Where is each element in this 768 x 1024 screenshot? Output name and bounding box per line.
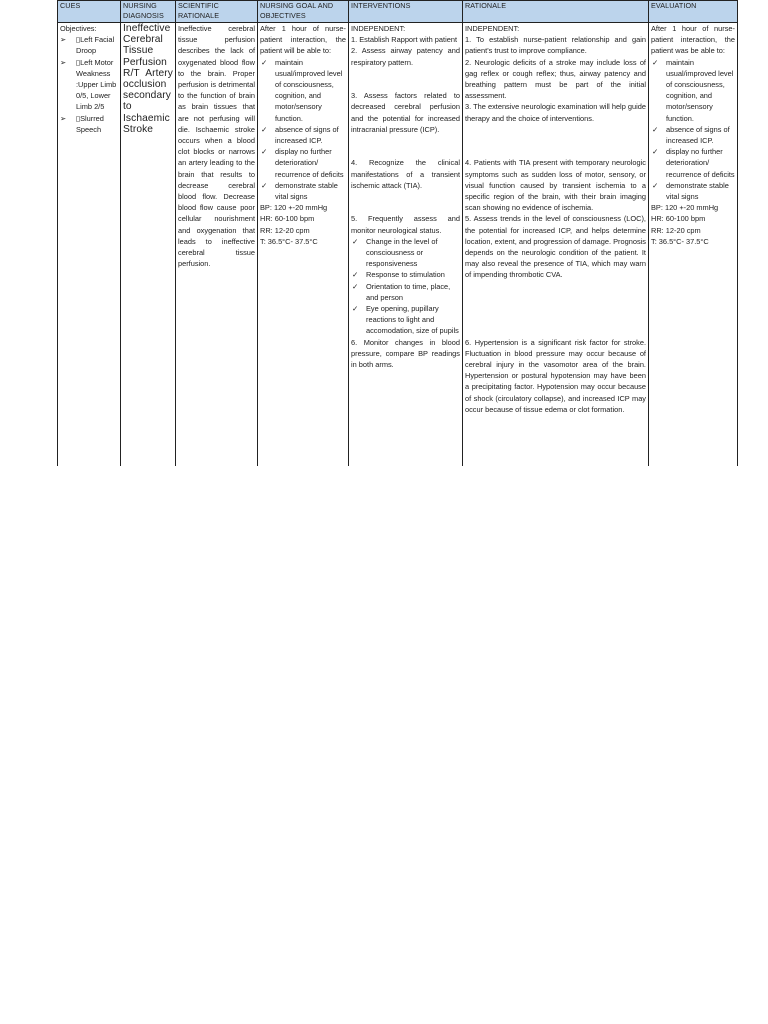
list-item: ✓ absence of signs of increased ICP.: [651, 124, 735, 146]
header-evaluation: EVALUATION: [649, 1, 738, 23]
evaluation-vital-hr: HR: 60-100 bpm: [651, 214, 706, 224]
list-item: ✓ demonstrate stable vital signs: [651, 180, 735, 202]
rationale-heading: INDEPENDENT:: [465, 24, 520, 33]
goal-cell: [258, 23, 349, 467]
interventions-cell: [349, 23, 463, 467]
evaluation-vital-bp: BP: 120 +-20 mmHg: [651, 203, 719, 213]
rationale-cell: [463, 23, 649, 467]
list-item: ✓ Orientation to time, place, and person: [351, 281, 460, 303]
list-item: ✓ Change in the level of consciousness or responsiveness: [351, 236, 460, 270]
list-item: ✓ Eye opening, pupillary reactions to light and accomodation, size of pupils: [351, 303, 460, 337]
rationale-5: 5. Assess trends in the level of consciousness (LOC), the potential for increased ICP, and helps determine location, extent, and progression of damage. Prognosis depends on the neurologic condition of the patient. It may also reveal the presence of TIA, which may warn of impending thrombotic CVA.: [465, 214, 646, 280]
goal-vital-temp: T: 36.5°C- 37.5°C: [260, 236, 318, 246]
nursing-diagnosis-cell: [121, 23, 176, 467]
table-row: [58, 23, 738, 467]
list-item: ✓ maintain usual/improved level of consciousness, cognition, and motor/sensory function.: [651, 57, 735, 124]
interventions-heading: INDEPENDENT:: [351, 24, 406, 33]
list-item: ✓ display no further deterioration/ recurrence of deficits: [651, 146, 735, 180]
cues-list: [60, 34, 118, 135]
goal-list: [260, 57, 346, 203]
list-item: ➢ ▯Slurred Speech: [60, 113, 118, 135]
header-goal-objectives: NURSING GOAL AND OBJECTIVES: [258, 1, 349, 23]
intervention-2: 2. Assess airway patency and respiratory pattern.: [351, 46, 460, 67]
nursing-diagnosis-text: Ineffective Cerebral Tissue Perfusion R/T Artery occlusion secondary to Ischaemic Stroke: [123, 23, 173, 135]
header-nursing-diagnosis: NURSING DIAGNOSIS: [121, 1, 176, 23]
scientific-rationale-text: Ineffective cerebral tissue perfusion describes the lack of oxygenated blood flow to the brain. Proper perfusion is detrimental to the function of brain as brain tissues that are not perfusing will die. Ischaemic stroke occurs when a blood clot blocks or narrows an artery leading to the brain that results to decrease cerebral blood flow. Decrease blood flow cause poor cellular nourishment and oxygenation that leads to ineffective cerebral tissue perfusion.: [178, 24, 255, 269]
rationale-1: 1. To establish nurse-patient relationship and gain patient's trust to improve compliance.: [465, 35, 646, 56]
list-item: ✓ maintain usual/improved level of consciousness, cognition, and motor/sensory function.: [260, 57, 346, 124]
list-item: ✓ demonstrate stable vital signs: [260, 180, 346, 202]
nursing-care-plan-table: [57, 0, 738, 466]
evaluation-list: [651, 57, 735, 203]
intervention-6: 6. Monitor changes in blood pressure, compare BP readings in both arms.: [351, 337, 460, 370]
goal-vital-rr: RR: 12-20 cpm: [260, 225, 310, 235]
header-cues: CUES: [58, 1, 121, 23]
rationale-4: 4. Patients with TIA present with temporary neurologic symptoms such as sudden loss of motor, sensory, or visual function caused by transient ischemia to a specific region of the brain, with their brain imaging scan showing no evidence of ischemia.: [465, 158, 646, 213]
evaluation-intro: After 1 hour of nurse-patient interaction, the patient was be able to:: [651, 24, 735, 56]
evaluation-vital-rr: RR: 12-20 cpm: [651, 225, 701, 235]
list-item: ✓ absence of signs of increased ICP.: [260, 124, 346, 146]
list-item: ✓ display no further deterioration/ recurrence of deficits: [260, 146, 346, 180]
evaluation-vital-temp: T: 36.5°C- 37.5°C: [651, 236, 709, 246]
intervention-4: 4. Recognize the clinical manifestations of a transient ischemic attack (TIA).: [351, 158, 460, 190]
cues-cell: [58, 23, 121, 467]
list-item: ➢ ▯Left Motor Weakness :Upper Limb 0/5, Lower Limb 2/5: [60, 57, 118, 113]
header-rationale: RATIONALE: [463, 1, 649, 23]
list-item: ✓ Response to stimulation: [351, 269, 460, 280]
evaluation-cell: [649, 23, 738, 467]
goal-intro: After 1 hour of nurse-patient interaction, the patient will be able to:: [260, 24, 346, 56]
rationale-6: 6. Hypertension is a significant risk factor for stroke. Fluctuation in blood pressure may occur because of cerebral injury in the vasomotor area of the brain. Hypertension or postural hypotension may have been a precipitating factor. Hypotension may occur because of shock (circulatory collapse), and increased ICP may occur because of tissue edema or clot formation.: [465, 337, 646, 414]
intervention-5: 5. Frequently assess and monitor neurological status.: [351, 214, 460, 235]
intervention-5-list: [351, 236, 460, 337]
scientific-rationale-cell: [176, 23, 258, 467]
goal-vital-hr: HR: 60-100 bpm: [260, 214, 315, 224]
intervention-3: 3. Assess factors related to decreased cerebral perfusion and the potential for increased intracranial pressure (ICP).: [351, 91, 460, 134]
goal-vital-bp: BP: 120 +-20 mmHg: [260, 203, 328, 213]
intervention-1: 1. Establish Rapport with patient: [351, 35, 457, 45]
cues-title: Objectives:: [60, 24, 97, 33]
header-scientific-rationale: SCIENTIFIC RATIONALE: [176, 1, 258, 23]
rationale-2: 2. Neurologic deficits of a stroke may include loss of gag reflex or cough reflex; thus, airway patency and breathing pattern must be part of the initial assessment.: [465, 57, 646, 101]
rationale-3: 3. The extensive neurologic examination will help guide therapy and the choice of interventions.: [465, 102, 646, 123]
header-row: [58, 1, 738, 23]
list-item: ➢ ▯Left Facial Droop: [60, 34, 118, 56]
header-interventions: INTERVENTIONS: [349, 1, 463, 23]
